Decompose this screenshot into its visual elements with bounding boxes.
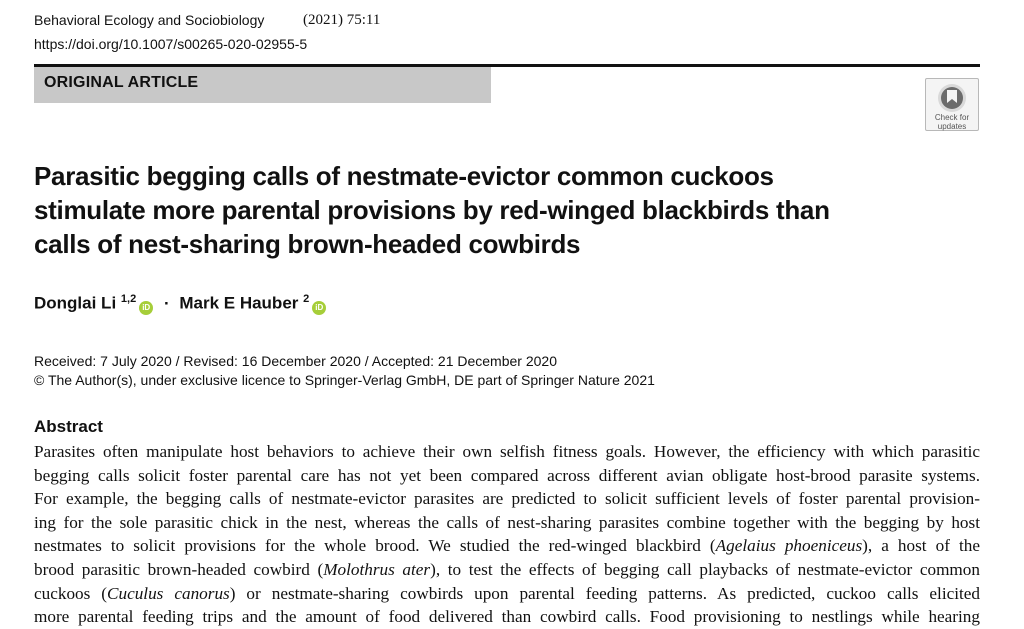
author-list [34,293,326,315]
abstract-line [34,605,980,629]
species-name: Molothrus ater [323,559,431,579]
abstract-text: ), a host of the [862,536,981,556]
orcid-icon[interactable]: iD [139,301,153,315]
abstract-heading: Abstract [34,417,103,436]
abstract-line [34,511,980,535]
abstract-text: begging calls solicit foster parental care has not yet been compared across different avian obligate host-brood parasite systems. [34,465,980,485]
title-line: Parasitic begging calls of nestmate-evictor common cuckoos [34,161,774,191]
title-line: calls of nest-sharing brown-headed cowbirds [34,229,581,259]
author-name[interactable]: Mark E Hauber [179,293,299,313]
title-line: stimulate more parental provisions by red-winged blackbirds than [34,195,830,225]
abstract-text: more parental feeding trips and the amount of food delivered than cowbird calls. Food provisioning to nestlings while hearing [34,607,980,627]
abstract-text: ) or nestmate-sharing cowbirds upon parental feeding patterns. As predicted, cuckoo calls elicited [229,583,981,603]
abstract-text: brood parasitic brown-headed cowbird ( [34,559,324,579]
author-separator: · [163,293,170,313]
doi-link[interactable]: https://doi.org/10.1007/s00265-020-02955-5 [34,36,308,52]
abstract-text: Parasites often manipulate host behaviors to achieve their own selfish fitness goals. However, the efficiency with which parasitic [34,442,980,461]
abstract-line [34,464,980,488]
crossmark-icon [937,83,967,113]
author-name[interactable]: Donglai Li [34,293,117,313]
abstract-text: ), to test the effects of begging call playbacks of nestmate-evictor common [430,559,980,579]
abstract-body [34,440,980,629]
author-affiliation: 1,2 [120,293,137,305]
copyright-notice: © The Author(s), under exclusive licence to Springer-Verlag GmbH, DE part of Springer Nature 2021 [34,372,655,388]
abstract-text: nestmates to solicit provisions for the whole brood. We studied the red-winged blackbird ( [34,536,716,556]
updates-label: updates [937,122,967,131]
article-type-banner: ORIGINAL ARTICLE [34,67,491,103]
species-name: Cuculus canorus [107,583,230,603]
year-volume: (2021) 75:11 [303,12,381,28]
abstract-text: For example, the begging calls of nestmate-evictor parasites are predicted to solicit sufficient levels of foster parental provision- [34,489,980,509]
abstract-line [34,487,980,511]
abstract-line [34,558,980,582]
orcid-icon[interactable]: iD [312,301,326,315]
abstract-line [34,582,980,606]
check-for-label: Check for [934,113,970,122]
species-name: Agelaius phoeniceus [715,536,863,556]
author-affiliation: 2 [303,293,310,305]
abstract-text: cuckoos ( [34,583,108,603]
check-for-updates-button[interactable] [925,78,979,131]
journal-line [34,12,381,28]
article-dates: Received: 7 July 2020 / Revised: 16 December 2020 / Accepted: 21 December 2020 [34,353,557,369]
journal-name: Behavioral Ecology and Sociobiology [34,12,265,28]
abstract-line [34,440,980,464]
abstract-text: ing for the sole parasitic chick in the nest, whereas the calls of nest-sharing parasites combine together with the begging by host [34,512,980,532]
abstract-line [34,534,980,558]
article-title [34,159,934,261]
